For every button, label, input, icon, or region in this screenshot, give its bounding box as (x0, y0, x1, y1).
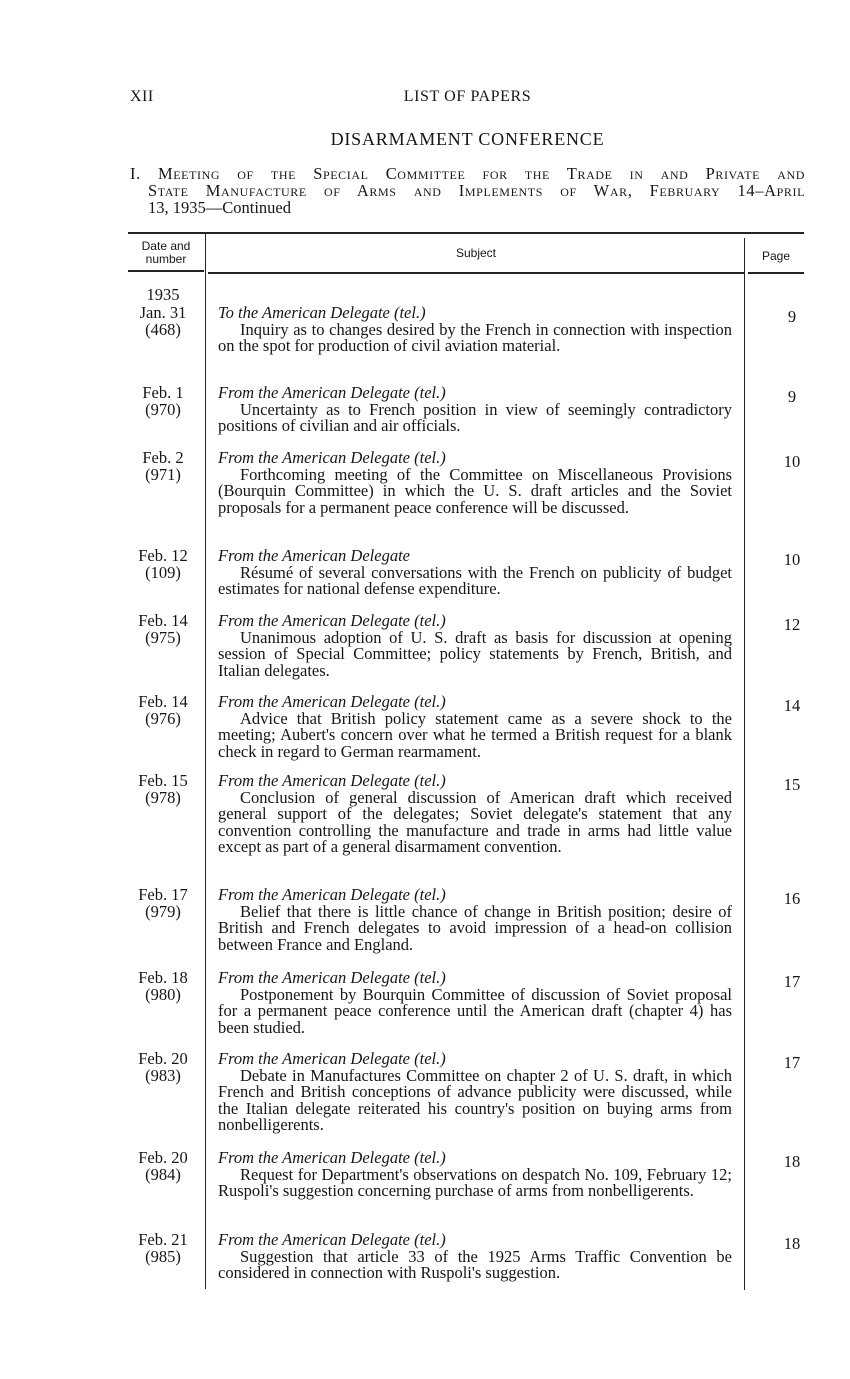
row-subject-cell (218, 1232, 732, 1282)
row-subject-title: From the American Delegate (218, 546, 410, 565)
section-title: DISARMAMENT CONFERENCE (330, 129, 605, 149)
row-date: Feb. 20 (138, 1049, 188, 1068)
row-subject-title: From the American Delegate (tel.) (218, 1049, 446, 1068)
row-subject-title: From the American Delegate (tel.) (218, 611, 446, 630)
column-header-subject: Subject (455, 246, 497, 260)
row-number: (971) (145, 464, 181, 484)
row-subject-description: Belief that there is little chance of change in British position; desire of British and French delegates to avoid impression of a head-on collision between France and England. (218, 901, 732, 954)
row-subject-cell (218, 1150, 732, 1200)
row-number: (978) (145, 787, 181, 807)
row-number: (979) (145, 901, 181, 921)
row-page: 18 (783, 1152, 801, 1171)
row-date-cell (128, 613, 198, 646)
row-subject-description: Advice that British policy statement came as a severe shock to the meeting; Aubert's concern over what he termed a British request for a blank check in regard to German rearmament. (218, 708, 732, 761)
row-page: 9 (787, 307, 797, 326)
row-subject-description: Postponement by Bourquin Committee of discussion of Soviet proposal for a permanent peace conference until the American draft (chapter 4) has been studied. (218, 984, 732, 1037)
row-subject-cell (218, 548, 732, 598)
subsection-heading-line: State Manufacture of Arms and Implements of War, February 14–April (148, 181, 805, 200)
row-number: (975) (145, 627, 181, 647)
row-subject-cell (218, 773, 732, 856)
row-date: Jan. 31 (139, 303, 187, 322)
table-top-rule (128, 232, 804, 234)
row-date-cell (128, 694, 198, 727)
row-subject-cell (218, 613, 732, 679)
row-subject-description: Conclusion of general discussion of American draft which received general support of the delegates; Soviet delegate's statement that any convention controlling the manufacture and trade in arms had little value except as part of a general disarmament convention. (218, 787, 732, 856)
row-date: Feb. 14 (138, 611, 188, 630)
page-number: XII (130, 88, 154, 105)
row-page: 12 (783, 615, 801, 634)
row-number: (985) (145, 1246, 181, 1266)
row-number: (984) (145, 1164, 181, 1184)
row-date-cell (128, 385, 198, 418)
table-header-rule (748, 272, 804, 274)
row-subject-title: From the American Delegate (tel.) (218, 771, 446, 790)
row-page: 17 (783, 1053, 801, 1072)
row-date: Feb. 12 (138, 546, 188, 565)
year-label: 1935 (146, 285, 180, 304)
row-date: Feb. 21 (138, 1230, 188, 1249)
row-date-cell (128, 887, 198, 920)
row-subject-title: From the American Delegate (tel.) (218, 885, 446, 904)
row-number: (983) (145, 1065, 181, 1085)
row-number: (980) (145, 984, 181, 1004)
row-subject-description: Résumé of several conversations with the French on publicity of budget estimates for national defense expenditure. (218, 562, 732, 598)
row-number: (109) (145, 562, 181, 582)
row-subject-description: Forthcoming meeting of the Committee on Miscellaneous Provisions (Bourquin Committee) in which the U. S. draft articles and the Soviet proposals for a permanent peace conference will be discussed. (218, 464, 732, 517)
row-subject-description: Request for Department's observations on despatch No. 109, February 12; Ruspoli's suggestion concerning purchase of arms from nonbelligerents. (218, 1164, 732, 1200)
row-number: (976) (145, 708, 181, 728)
row-date-cell (128, 450, 198, 483)
row-subject-title: To the American Delegate (tel.) (218, 303, 426, 322)
row-subject-cell (218, 694, 732, 760)
row-subject-title: From the American Delegate (tel.) (218, 448, 446, 467)
subsection-heading-line: 13, 1935—Continued (148, 198, 291, 217)
row-subject-title: From the American Delegate (tel.) (218, 1148, 446, 1167)
row-date-cell (128, 970, 198, 1003)
row-number: (970) (145, 399, 181, 419)
row-subject-description: Suggestion that article 33 of the 1925 Arms Traffic Convention be considered in connection with Ruspoli's suggestion. (218, 1246, 732, 1282)
table-column-divider (744, 238, 745, 1290)
row-subject-title: From the American Delegate (tel.) (218, 383, 446, 402)
row-page: 15 (783, 775, 801, 794)
row-subject-description: Inquiry as to changes desired by the French in connection with inspection on the spot for production of civil aviation material. (218, 319, 732, 355)
row-page: 16 (783, 889, 801, 908)
row-date-cell (128, 773, 198, 806)
row-subject-cell (218, 385, 732, 435)
row-subject-description: Uncertainty as to French position in view of seemingly contradictory positions of civilian and air officials. (218, 399, 732, 435)
table-header-rule (128, 270, 204, 272)
table-column-divider (205, 234, 206, 1289)
row-date-cell (128, 1150, 198, 1183)
row-number: (468) (145, 319, 181, 339)
row-page: 10 (783, 550, 801, 569)
row-date-cell (128, 1051, 198, 1084)
row-subject-cell (218, 970, 732, 1036)
column-header-page: Page (761, 249, 791, 263)
row-page: 18 (783, 1234, 801, 1253)
row-subject-title: From the American Delegate (tel.) (218, 692, 446, 711)
column-header-date-line: number (145, 252, 187, 266)
column-header-date-line: Date and (141, 239, 191, 253)
row-subject-cell (218, 450, 732, 516)
row-date: Feb. 15 (138, 771, 188, 790)
row-subject-cell (218, 305, 732, 355)
row-date: Feb. 20 (138, 1148, 188, 1167)
row-date-cell (128, 305, 198, 338)
row-subject-title: From the American Delegate (tel.) (218, 968, 446, 987)
row-subject-title: From the American Delegate (tel.) (218, 1230, 446, 1249)
subsection-heading (130, 165, 805, 216)
row-date-cell (128, 548, 198, 581)
row-date: Feb. 18 (138, 968, 188, 987)
row-date: Feb. 17 (138, 885, 188, 904)
row-date: Feb. 2 (142, 448, 184, 467)
running-head (130, 88, 805, 110)
row-subject-cell (218, 887, 732, 953)
row-page: 14 (783, 696, 801, 715)
row-page: 9 (787, 387, 797, 406)
row-date-cell (128, 1232, 198, 1265)
row-subject-cell (218, 1051, 732, 1134)
row-date: Feb. 1 (142, 383, 184, 402)
row-page: 17 (783, 972, 801, 991)
row-subject-description: Unanimous adoption of U. S. draft as basis for discussion at opening session of Special Committee; policy statements by French, British, and Italian delegates. (218, 627, 732, 680)
column-header-date (128, 240, 204, 266)
subsection-heading-line: I. Meeting of the Special Committee for the Trade in and Private and (130, 164, 805, 183)
table-header-rule (208, 272, 744, 274)
row-subject-description: Debate in Manufactures Committee on chapter 2 of U. S. draft, in which French and British conceptions of advance publicity were discussed, while the Italian delegate reiterated his country's position on buying arms from nonbelligerents. (218, 1065, 732, 1134)
running-title: LIST OF PAPERS (403, 88, 532, 105)
row-date: Feb. 14 (138, 692, 188, 711)
row-page: 10 (783, 452, 801, 471)
